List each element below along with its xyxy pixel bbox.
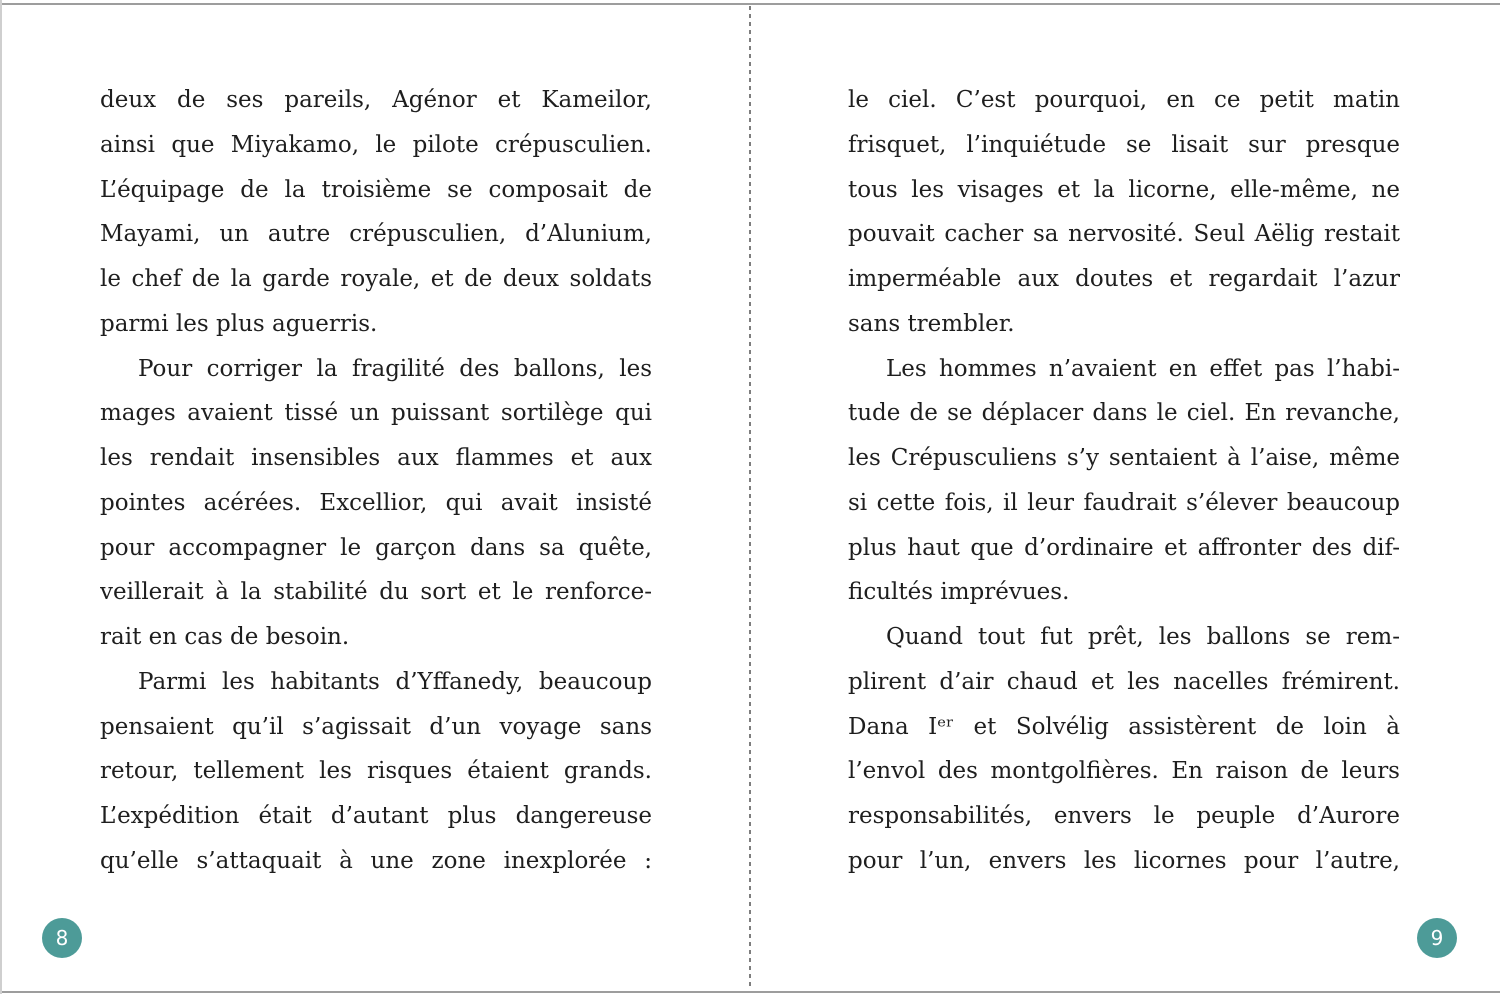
- text-line: frisquet, l’inquiétude se lisait sur presque: [848, 131, 1400, 158]
- text-line: pour l’un, envers les licornes pour l’autre,: [848, 847, 1400, 874]
- text-line: le ciel. C’est pourquoi, en ce petit matin: [848, 87, 1400, 113]
- text-line: Mayami, un autre crépusculien, d’Alunium,: [100, 221, 652, 248]
- text-line: L’équipage de la troisième se composait de: [100, 176, 652, 203]
- page-right-text: [848, 78, 1400, 884]
- text-line: parmi les plus aguerris.: [100, 310, 378, 337]
- text-line: Quand tout fut prêt, les ballons se rem-: [886, 624, 1400, 650]
- text-line: tude de se déplacer dans le ciel. En revanche,: [848, 400, 1400, 427]
- page-number-badge: 9: [1417, 918, 1457, 958]
- text-line: mages avaient tissé un puissant sortilège qui: [100, 400, 652, 427]
- text-line: sans trembler.: [848, 310, 1015, 337]
- page-border-bottom: [0, 991, 1500, 993]
- text-line: pour accompagner le garçon dans sa quête,: [100, 534, 652, 561]
- text-line: imperméable aux doutes et regardait l’azur: [848, 266, 1400, 292]
- text-line: ficultés imprévues.: [848, 579, 1070, 606]
- text-line: plirent d’air chaud et les nacelles frémirent.: [848, 668, 1400, 695]
- text-line: les rendait insensibles aux flammes et aux: [100, 445, 652, 471]
- text-line: plus haut que d’ordinaire et affronter des dif-: [848, 534, 1400, 561]
- text-line: les Crépusculiens s’y sentaient à l’aise, même: [848, 445, 1400, 471]
- text-line: le chef de la garde royale, et de deux soldats: [100, 266, 652, 292]
- text-line: responsabilités, envers le peuple d’Aurore: [848, 803, 1400, 829]
- text-line: Parmi les habitants d’Yffanedy, beaucoup: [138, 668, 652, 695]
- page-left-text: [100, 78, 652, 884]
- text-line: ainsi que Miyakamo, le pilote crépusculien.: [100, 131, 652, 158]
- text-line: pouvait cacher sa nervosité. Seul Aëlig restait: [848, 221, 1400, 248]
- text-line: L’expédition était d’autant plus dangereuse: [100, 803, 652, 829]
- text-line: deux de ses pareils, Agénor et Kameilor,: [100, 87, 652, 113]
- text-line: qu’elle s’attaquait à une zone inexplorée :: [100, 847, 652, 874]
- text-line: retour, tellement les risques étaient grands.: [100, 758, 652, 785]
- text-line: Pour corriger la fragilité des ballons, les: [138, 355, 652, 382]
- page-border-left: [0, 0, 2, 994]
- text-line: l’envol des montgolfières. En raison de leurs: [848, 758, 1400, 785]
- text-line: tous les visages et la licorne, elle-même, ne: [848, 176, 1400, 203]
- text-line: si cette fois, il leur faudrait s’élever beaucoup: [848, 489, 1400, 516]
- text-line: Les hommes n’avaient en effet pas l’habi-: [886, 355, 1400, 382]
- text-line: pensaient qu’il s’agissait d’un voyage sans: [100, 713, 652, 740]
- page-number-badge: 8: [42, 918, 82, 958]
- text-line: veillerait à la stabilité du sort et le renforce-: [100, 579, 652, 606]
- center-fold-dashed-divider: [749, 6, 751, 990]
- text-line: Dana Iᵉʳ et Solvélig assistèrent de loin à: [848, 713, 1400, 740]
- text-line: rait en cas de besoin.: [100, 624, 350, 650]
- page-border-top: [0, 3, 1500, 5]
- text-line: pointes acérées. Excellior, qui avait insisté: [100, 489, 652, 516]
